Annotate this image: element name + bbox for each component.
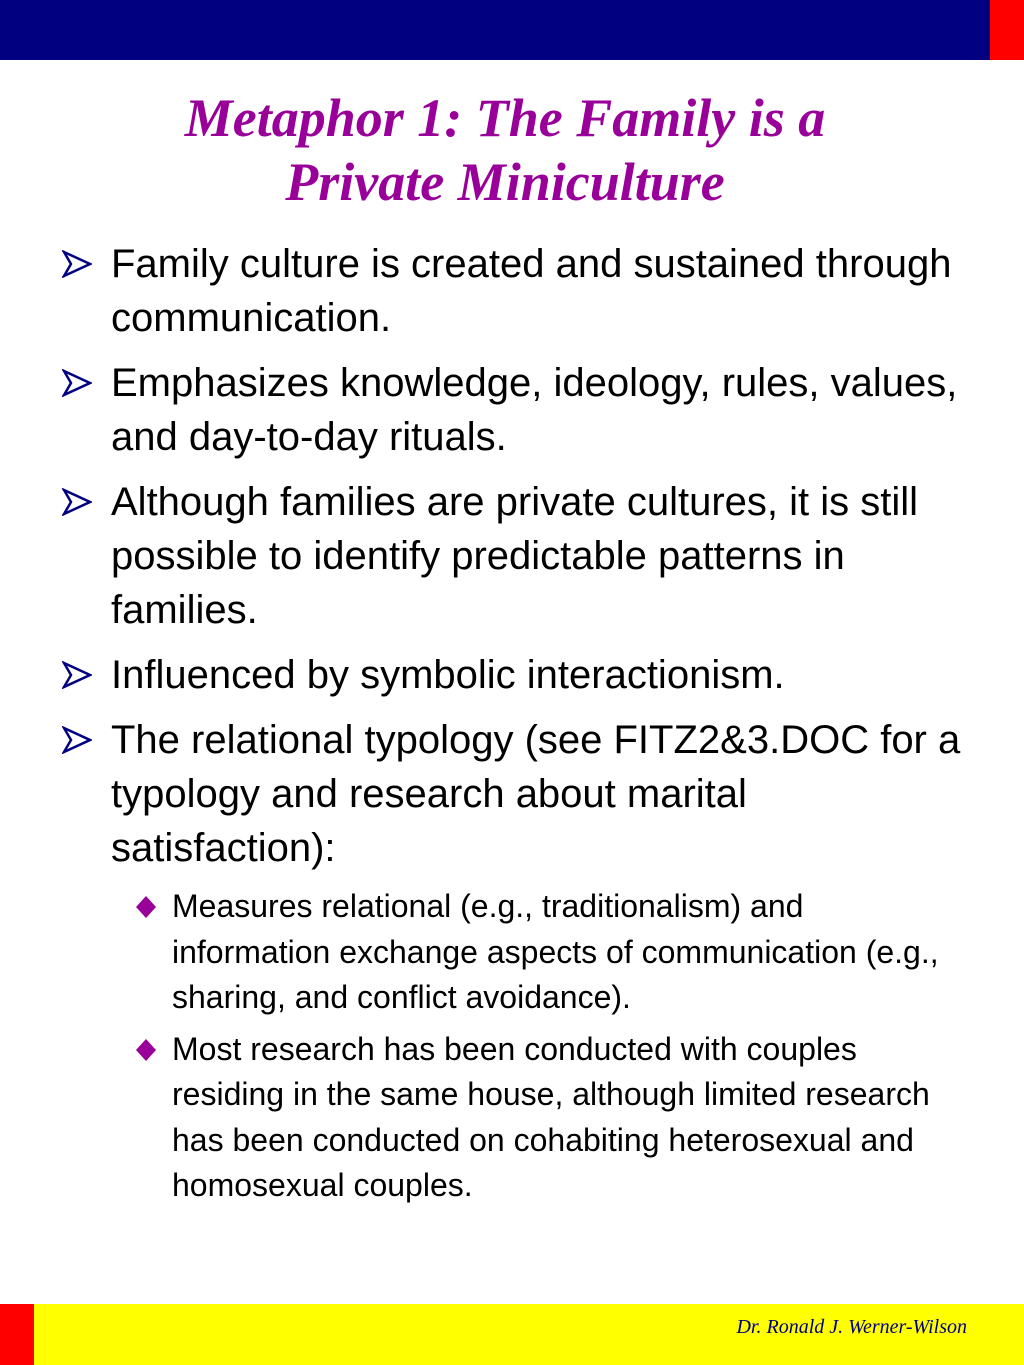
arrow-bullet-icon <box>62 661 92 689</box>
footer-author: Dr. Ronald J. Werner-Wilson <box>736 1316 967 1338</box>
diamond-bullet-icon <box>135 895 157 919</box>
arrow-bullet-icon <box>62 488 92 516</box>
sub-bullet-item <box>132 884 962 1021</box>
bullet-text: The relational typology (see FITZ2&3.DOC for a typology and research about marital satisfaction): <box>111 718 961 870</box>
sub-bullet-text: Most research has been conducted with couples residing in the same house, although limited research has been conducted on cohabiting heterosexual and homosexual couples. <box>172 1030 930 1203</box>
bottom-accent-block <box>0 1304 34 1365</box>
arrow-bullet-icon <box>62 250 92 278</box>
slide-title <box>0 86 1010 214</box>
bullet-text: Family culture is created and sustained through communication. <box>111 242 952 340</box>
diamond-bullet-icon <box>135 1038 157 1062</box>
sub-bullet-item <box>132 1027 962 1209</box>
bullet-text: Influenced by symbolic interactionism. <box>111 653 785 697</box>
bullet-item <box>62 356 962 464</box>
bullet-item <box>62 475 962 637</box>
title-line-2: Private Miniculture <box>285 152 725 212</box>
bullet-item <box>62 713 962 875</box>
top-bar <box>0 0 990 60</box>
sub-bullet-text: Measures relational (e.g., traditionalism) and information exchange aspects of communication (e.g., sharing, and conflict avoidance). <box>172 888 939 1015</box>
bullet-item <box>62 648 962 702</box>
sub-bullet-list <box>132 884 962 1209</box>
bullet-text: Emphasizes knowledge, ideology, rules, values, and day-to-day rituals. <box>111 361 958 459</box>
top-accent-block <box>990 0 1024 60</box>
title-line-1: Metaphor 1: The Family is a <box>184 88 826 148</box>
bullet-item <box>62 237 962 345</box>
slide-content <box>62 237 962 1215</box>
arrow-bullet-icon <box>62 369 92 397</box>
arrow-bullet-icon <box>62 726 92 754</box>
bullet-text: Although families are private cultures, it is still possible to identify predictable patterns in families. <box>111 480 918 632</box>
